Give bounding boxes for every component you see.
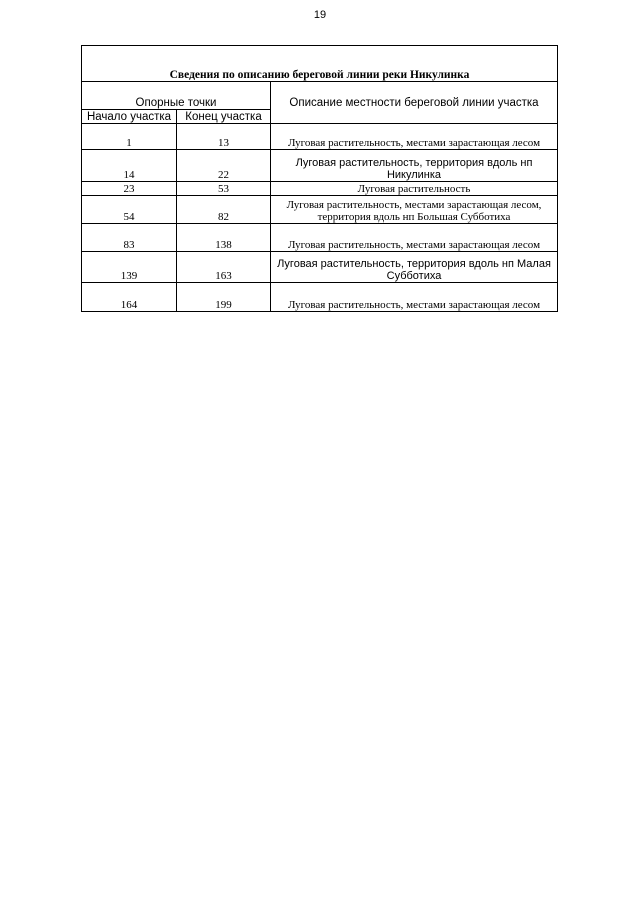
end-cell: 138 [177,224,271,252]
table-row [82,124,558,150]
description-cell: Луговая растительность, территория вдоль нп Малая Субботиха [271,252,558,283]
start-column-header: Начало участка [82,110,177,124]
end-cell: 82 [177,196,271,224]
end-cell: 163 [177,252,271,283]
shoreline-table [81,45,558,312]
table-row [82,150,558,182]
end-cell: 199 [177,283,271,312]
table-row [82,182,558,196]
end-column-header: Конец участка [177,110,271,124]
description-header: Описание местности береговой линии участка [271,82,558,124]
start-cell: 23 [82,182,177,196]
header-row [82,82,558,110]
end-cell: 13 [177,124,271,150]
end-cell: 22 [177,150,271,182]
description-cell: Луговая растительность, территория вдоль нп Никулинка [271,150,558,182]
reference-points-header: Опорные точки [82,82,271,110]
table-row [82,283,558,312]
start-cell: 54 [82,196,177,224]
table-row [82,252,558,283]
description-cell: Луговая растительность [271,182,558,196]
table-title-row [82,46,558,82]
start-cell: 83 [82,224,177,252]
description-cell: Луговая растительность, местами зарастающая лесом [271,283,558,312]
description-cell: Луговая растительность, местами зарастающая лесом [271,224,558,252]
start-cell: 139 [82,252,177,283]
description-cell: Луговая растительность, местами зарастающая лесом [271,124,558,150]
description-cell: Луговая растительность, местами зарастающая лесом, территория вдоль нп Большая Субботиха [271,196,558,224]
page-number: 19 [313,9,327,21]
table-row [82,196,558,224]
table-row [82,224,558,252]
start-cell: 1 [82,124,177,150]
start-cell: 14 [82,150,177,182]
table-title: Сведения по описанию береговой линии реки Никулинка [82,46,558,82]
end-cell: 53 [177,182,271,196]
start-cell: 164 [82,283,177,312]
